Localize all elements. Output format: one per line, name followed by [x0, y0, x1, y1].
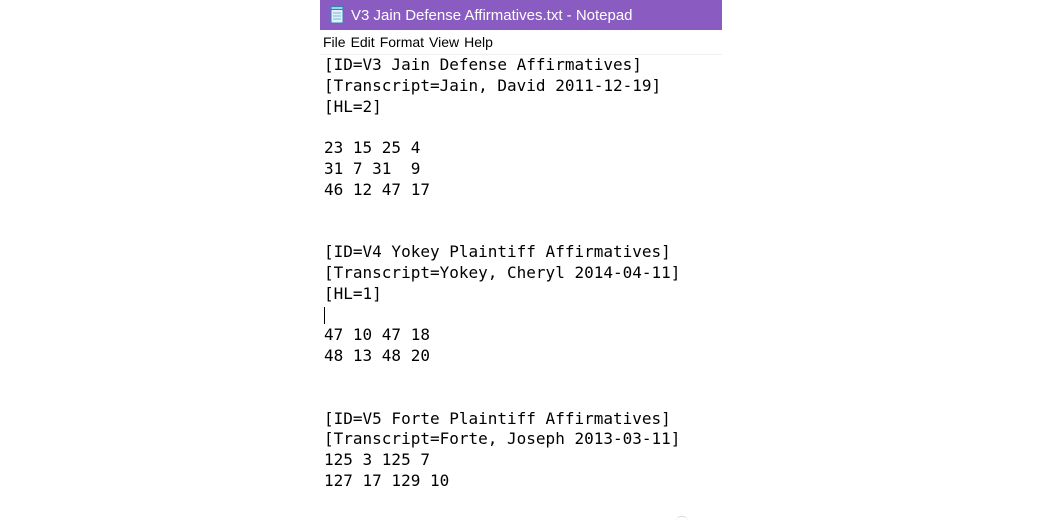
line-text: 31 7 31 9: [324, 158, 421, 178]
text-line: [324, 471, 722, 492]
text-line: [324, 388, 722, 409]
line-text: [HL=1]: [324, 283, 382, 303]
text-line: [324, 450, 722, 471]
menu-format[interactable]: Format: [379, 34, 425, 50]
line-text: 125 3 125 7: [324, 450, 430, 470]
menu-edit[interactable]: Edit: [350, 34, 375, 50]
text-line: [324, 159, 722, 180]
text-line: [324, 201, 722, 222]
text-line: [324, 325, 722, 346]
text-line: [324, 409, 722, 430]
text-line: [324, 346, 722, 367]
title-bar[interactable]: [320, 0, 722, 30]
line-text: [HL=2]: [324, 96, 382, 116]
text-line: [324, 138, 722, 159]
text-line: [324, 367, 722, 388]
text-line: [324, 242, 722, 263]
text-line: [324, 284, 722, 305]
line-text: 127 17 129 10: [324, 470, 450, 490]
notepad-icon: [330, 6, 344, 24]
line-text: [ID=V4 Yokey Plaintiff Affirmatives]: [324, 242, 671, 262]
text-line: [324, 117, 722, 138]
line-text: [Transcript=Jain, David 2011-12-19]: [324, 75, 662, 95]
faint-mark: [676, 516, 688, 521]
menu-bar: [320, 30, 722, 55]
text-line: [324, 55, 722, 76]
menu-help[interactable]: Help: [464, 34, 493, 50]
menu-file[interactable]: File: [323, 34, 346, 50]
text-line: [324, 180, 722, 201]
line-text: 46 12 47 17: [324, 179, 430, 199]
line-text: [Transcript=Forte, Joseph 2013-03-11]: [324, 429, 681, 449]
text-line: [324, 263, 722, 284]
text-line: [324, 305, 722, 326]
line-text: [ID=V5 Forte Plaintiff Affirmatives]: [324, 408, 671, 428]
line-text: 23 15 25 4: [324, 138, 421, 158]
text-line: [324, 221, 722, 242]
line-text: 47 10 47 18: [324, 325, 430, 345]
notepad-window: [320, 0, 722, 522]
menu-view[interactable]: View: [429, 34, 460, 50]
text-editor[interactable]: [324, 55, 722, 522]
line-text: [Transcript=Yokey, Cheryl 2014-04-11]: [324, 262, 681, 282]
window-title: V3 Jain Defense Affirmatives.txt - Notepad: [351, 6, 633, 24]
text-line: [324, 429, 722, 450]
text-line: [324, 97, 722, 118]
text-caret: [324, 307, 325, 324]
line-text: [ID=V3 Jain Defense Affirmatives]: [324, 55, 642, 74]
text-line: [324, 76, 722, 97]
line-text: 48 13 48 20: [324, 346, 430, 366]
